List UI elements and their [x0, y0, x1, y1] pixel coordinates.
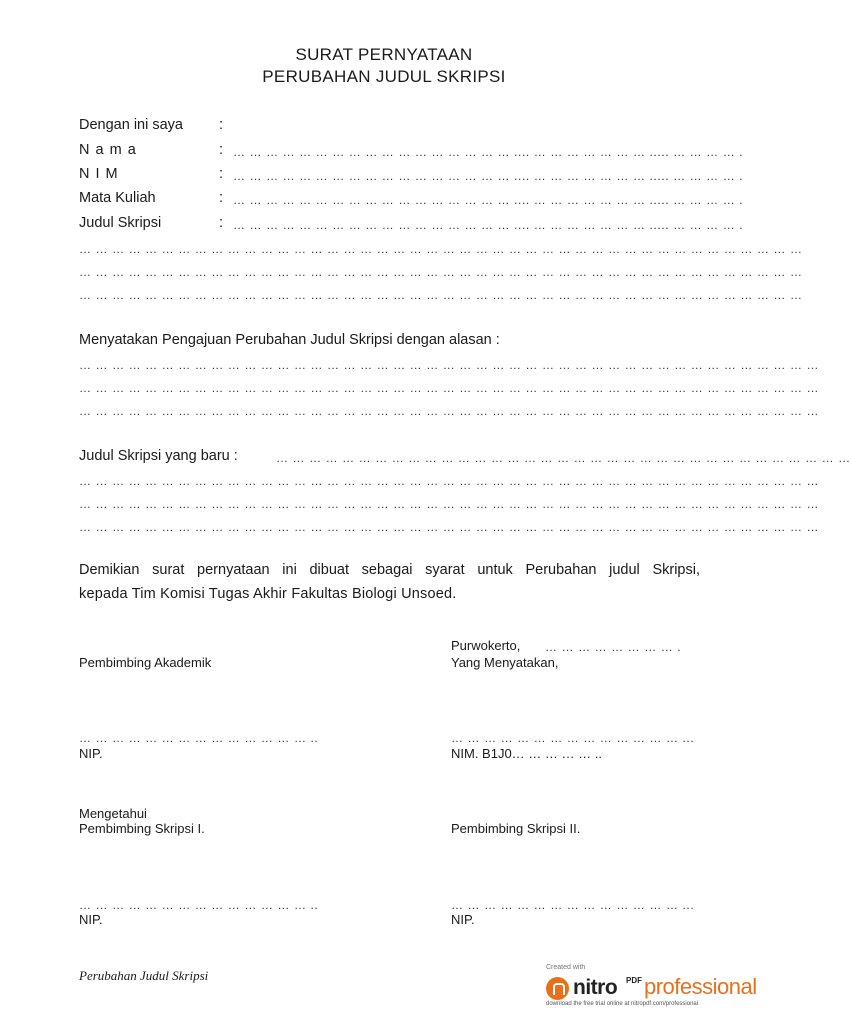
- place-date-dots: … … … … … … … … .: [545, 640, 682, 654]
- nitro-watermark: [546, 964, 768, 1008]
- field-dots-judul-skripsi: … … … … … … … … … … … … … … … … … .... … … … … … … … ..... … … … … .: [233, 218, 744, 232]
- reason-line: … … … … … … … … … … … … … … … … … … … … … … … … … … … … … … … … … … … … … … … … … … … … …: [79, 404, 820, 418]
- new-title-line: … … … … … … … … … … … … … … … … … … … … … … … … … … … … … … … … … … … … … … … … … … … … …: [79, 474, 820, 488]
- document-title-line1: SURAT PERNYATAAN: [295, 45, 473, 64]
- advisor2-label: Pembimbing Skripsi II.: [451, 821, 581, 836]
- academic-nip: NIP.: [79, 746, 103, 761]
- nitro-tagline: download the free trial online at nitropdf.com/professional: [546, 1001, 699, 1007]
- document-title-line2: PERUBAHAN JUDUL SKRIPSI: [262, 67, 506, 86]
- field-dots-nim: … … … … … … … … … … … … … … … … … .... … … … … … … … ..... … … … … .: [233, 169, 744, 183]
- place-date-label: Purwokerto,: [451, 638, 521, 653]
- declarant-nim: NIM. B1J0… … … … … ..: [451, 746, 602, 761]
- field-colon-nim: :: [219, 166, 224, 182]
- new-title-line: … … … … … … … … … … … … … … … … … … … … … … … … … … … … … … … … … … … … … … … … … … … … …: [79, 497, 820, 511]
- acknowledge-label: Mengetahui: [79, 806, 147, 821]
- nitro-edition: professional: [644, 974, 757, 999]
- judul-continuation-line: … … … … … … … … … … … … … … … … … … … … … … … … … … … … … … … … … … … … … … … … … … … …: [79, 288, 803, 302]
- intro-label: Dengan ini saya: [79, 117, 183, 133]
- field-dots-nama: … … … … … … … … … … … … … … … … … .... … … … … … … … ..... … … … … .: [233, 145, 744, 159]
- nitro-created-with: Created with: [546, 964, 586, 971]
- intro-colon: :: [219, 117, 224, 133]
- declarant-label: Yang Menyatakan,: [451, 655, 559, 670]
- field-colon-judul-skripsi: :: [219, 215, 224, 231]
- nitro-brand-sup: PDF: [626, 976, 642, 985]
- advisor2-signature-line: … … … … … … … … … … … … … … ...: [451, 898, 695, 912]
- new-title-label: Judul Skripsi yang baru :: [79, 448, 238, 464]
- advisor1-nip: NIP.: [79, 912, 103, 927]
- advisor1-signature-line: … … … … … … … … … … … … … … ..: [79, 898, 319, 912]
- new-title-line: … … … … … … … … … … … … … … … … … … … … … … … … … … … … … … … … … … … … … … … … … … … … …: [79, 520, 820, 534]
- closing-line2: kepada Tim Komisi Tugas Akhir Fakultas Biologi Unsoed.: [79, 586, 457, 602]
- nitro-logo-icon: [546, 977, 569, 1000]
- nitro-brand: nitro: [573, 976, 618, 999]
- closing-line1: Demikian surat pernyataan ini dibuat sebagai syarat untuk Perubahan judul Skripsi,: [79, 562, 700, 578]
- field-label-nim: N I M: [79, 166, 119, 182]
- footer-document-title: Perubahan Judul Skripsi: [79, 968, 209, 983]
- advisor2-nip: NIP.: [451, 912, 475, 927]
- field-label-mata-kuliah: Mata Kuliah: [79, 190, 156, 206]
- new-title-first-dots: … … … … … … … … … … … … … … … … … … … … … … … … … … … … … … … … … … …: [276, 451, 851, 465]
- judul-continuation-line: … … … … … … … … … … … … … … … … … … … … … … … … … … … … … … … … … … … … … … … … … … … …: [79, 265, 803, 279]
- field-colon-mata-kuliah: :: [219, 190, 224, 206]
- reason-heading: Menyatakan Pengajuan Perubahan Judul Skripsi dengan alasan :: [79, 332, 500, 348]
- advisor1-label: Pembimbing Skripsi I.: [79, 821, 205, 836]
- academic-advisor-label: Pembimbing Akademik: [79, 655, 212, 670]
- field-colon-nama: :: [219, 142, 224, 158]
- judul-continuation-line: … … … … … … … … … … … … … … … … … … … … … … … … … … … … … … … … … … … … … … … … … … … …: [79, 242, 803, 256]
- declarant-signature-line: … … … … … … … … … … … … … … ...: [451, 731, 695, 745]
- field-label-nama: N a m a: [79, 142, 137, 158]
- field-label-judul-skripsi: Judul Skripsi: [79, 215, 162, 231]
- academic-signature-line: … … … … … … … … … … … … … … ..: [79, 731, 319, 745]
- reason-line: … … … … … … … … … … … … … … … … … … … … … … … … … … … … … … … … … … … … … … … … … … … … …: [79, 381, 820, 395]
- field-dots-mata-kuliah: … … … … … … … … … … … … … … … … … .... … … … … … … … ..... … … … … .: [233, 193, 744, 207]
- reason-line: … … … … … … … … … … … … … … … … … … … … … … … … … … … … … … … … … … … … … … … … … … … … …: [79, 358, 820, 372]
